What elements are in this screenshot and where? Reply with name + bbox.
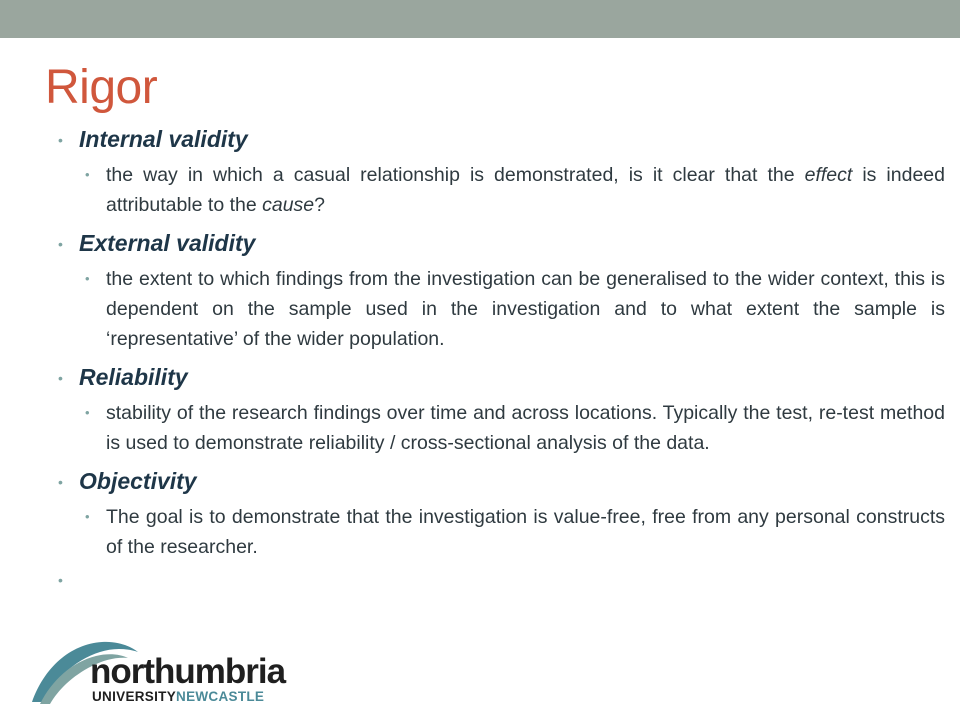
logo-university: UNIVERSITY <box>92 689 177 704</box>
slide-body <box>55 124 945 600</box>
logo-subline <box>92 689 264 705</box>
top-band <box>0 0 960 38</box>
detail-text: The goal is to demonstrate that the investigation is value-free, free from any personal constructs of the researcher. <box>106 506 945 558</box>
heading-external-validity: External validity <box>79 230 256 256</box>
empty-bullet-line <box>55 570 945 600</box>
detail-text: stability of the research findings over time and across locations. Typically the test, re-test method is used to demonstrate reliability / cross-sectional analysis of the data. <box>106 402 945 454</box>
heading-objectivity: Objectivity <box>79 468 197 494</box>
bullet-icon: • <box>58 370 63 386</box>
detail-internal-validity <box>55 160 945 220</box>
sub-bullet-icon: • <box>85 167 90 182</box>
northumbria-logo <box>30 638 290 708</box>
bullet-icon: • <box>58 132 63 148</box>
detail-emphasis-effect: effect <box>804 164 853 186</box>
sub-bullet-icon: • <box>85 509 90 524</box>
detail-text: the way in which a casual relationship is demonstrated, is it clear that the <box>106 164 805 186</box>
heading-internal-validity: Internal validity <box>79 126 248 152</box>
bullet-icon: • <box>58 236 63 252</box>
bullet-internal-validity <box>55 124 945 154</box>
bullet-icon: • <box>58 572 63 588</box>
bullet-icon: • <box>58 474 63 490</box>
heading-reliability: Reliability <box>79 364 188 390</box>
detail-external-validity <box>55 264 945 354</box>
bullet-reliability <box>55 362 945 392</box>
detail-text: the extent to which findings from the investigation can be generalised to the wider context, this is dependent on the sample used in the investigation and to what extent the sample is ‘representative’ of the wider population. <box>106 268 945 350</box>
sub-bullet-icon: • <box>85 405 90 420</box>
logo-city: NEWCASTLE <box>176 689 265 704</box>
bullet-external-validity <box>55 228 945 258</box>
slide-title: Rigor <box>45 61 158 114</box>
detail-emphasis-cause: cause <box>262 194 315 216</box>
detail-text: ? <box>314 194 326 216</box>
sub-bullet-icon: • <box>85 271 90 286</box>
logo-wordmark: northumbria <box>90 652 286 691</box>
detail-objectivity <box>55 502 945 562</box>
detail-text: is indeed attributable to the <box>106 164 945 216</box>
bullet-objectivity <box>55 466 945 496</box>
detail-reliability <box>55 398 945 458</box>
